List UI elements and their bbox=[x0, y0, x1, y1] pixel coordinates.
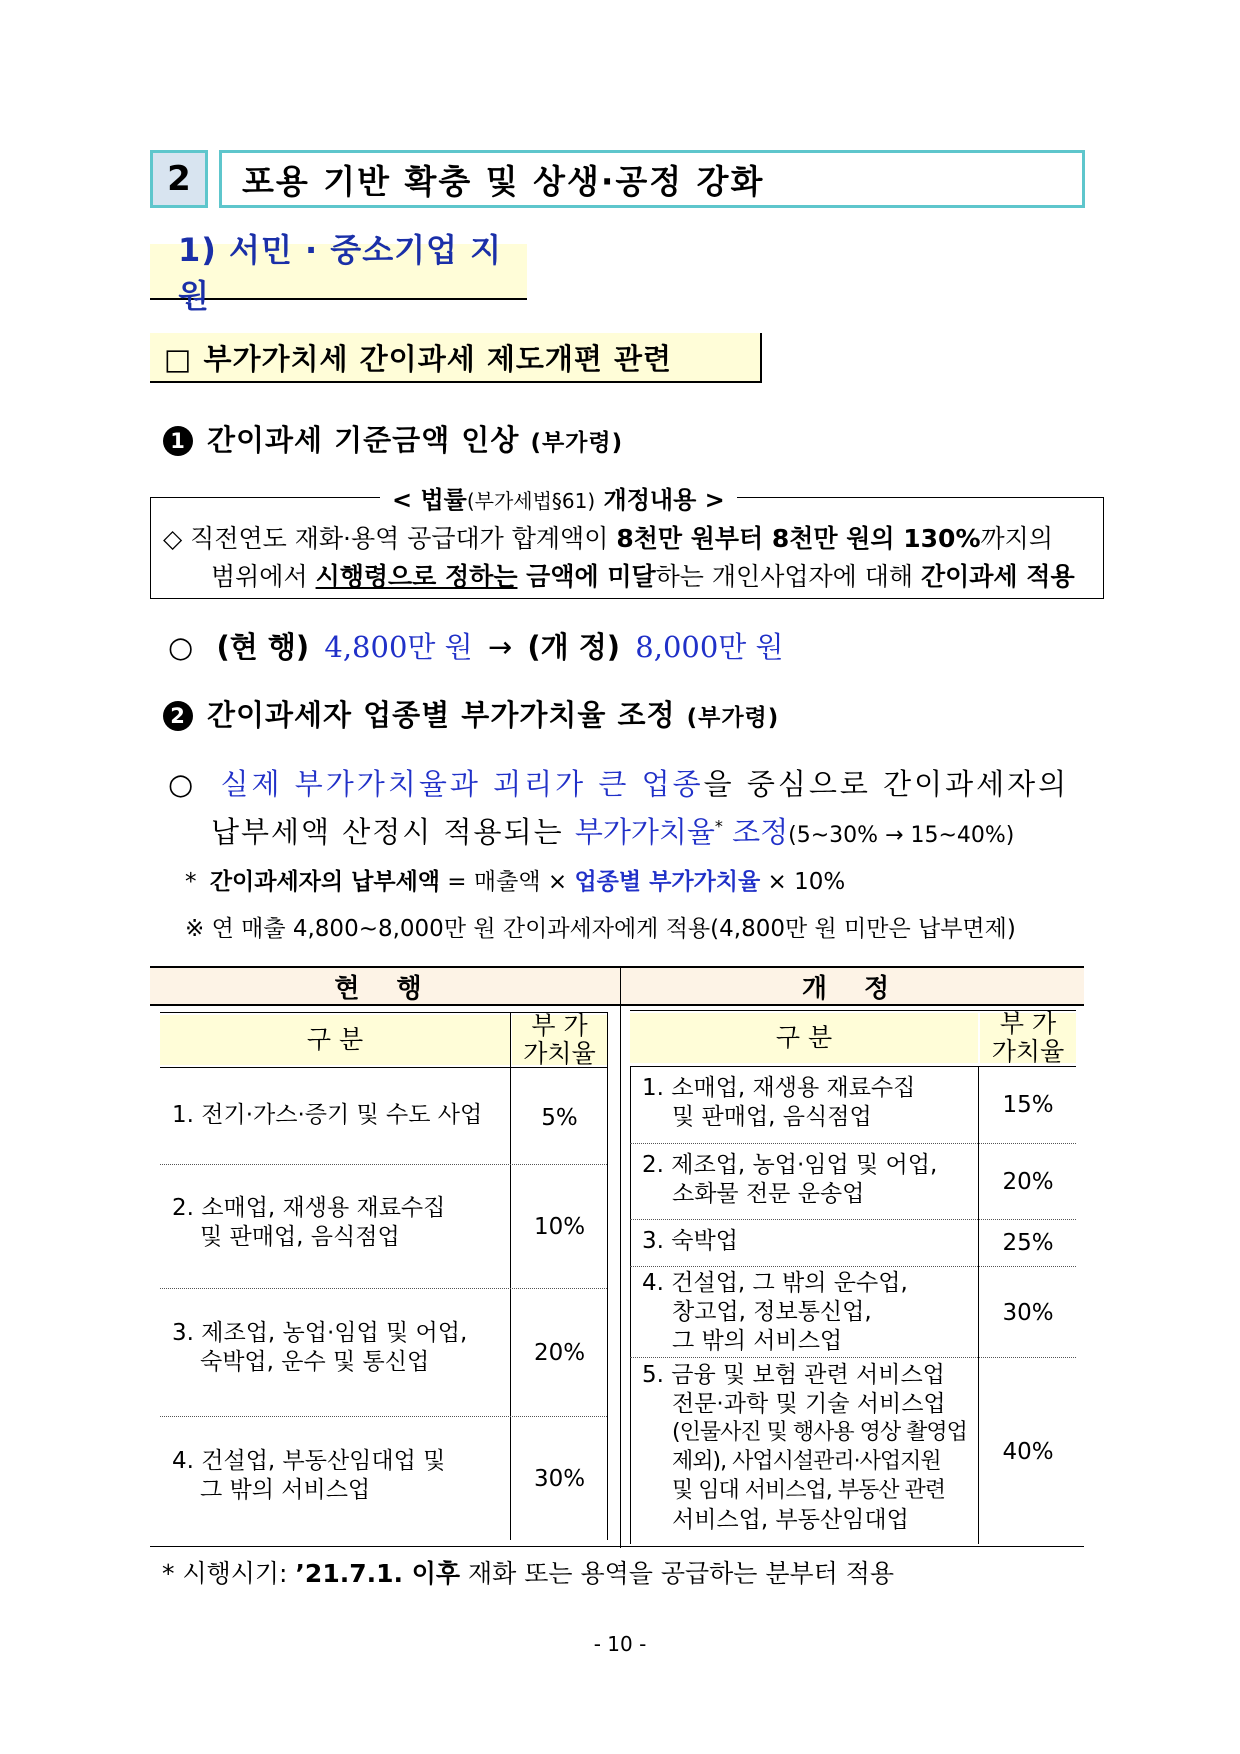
new-col-rate-2: 가치율 bbox=[991, 1037, 1065, 1066]
current-row-2-rate: 10% bbox=[533, 1214, 586, 1240]
change1-current-label: (현 행) bbox=[216, 630, 310, 664]
new-row-4-rate: 30% bbox=[1002, 1300, 1054, 1326]
new-row-5-rate: 40% bbox=[1002, 1438, 1054, 1465]
law-caption bbox=[380, 480, 737, 515]
subsection-title: 1) 서민 · 중소기업 지원 bbox=[150, 244, 527, 300]
topic-title: □ 부가가치세 간이과세 제도개편 관련 bbox=[150, 333, 762, 383]
law-line2-b: 시행령으로 정하는 bbox=[315, 562, 518, 591]
item2-title: 간이과세자 업종별 부가가치율 조정 bbox=[207, 698, 676, 732]
new-row-divider-2 bbox=[630, 1219, 1076, 1220]
current-col-divider bbox=[510, 1012, 511, 1540]
note1-star: * bbox=[185, 869, 197, 895]
law-caption-a: < 법률 bbox=[392, 486, 467, 514]
law-line1-c: 까지의 bbox=[980, 524, 1053, 553]
current-header-bottom-line bbox=[160, 1067, 607, 1068]
new-col-divider bbox=[978, 1066, 979, 1544]
new-left-border bbox=[630, 1066, 631, 1544]
section-title: 포용 기반 확충 및 상생·공정 강화 bbox=[219, 150, 1085, 208]
item1-ref: (부가령) bbox=[530, 430, 624, 456]
new-row-3-rate: 25% bbox=[1002, 1230, 1054, 1256]
current-row-2-label-1: 2. 소매업, 재생용 재료수집 bbox=[172, 1195, 446, 1221]
change2-line2-blue: 부가가치율 bbox=[574, 815, 715, 849]
change2-line2-tail: (5~30% → 15~40%) bbox=[788, 823, 1015, 848]
note1-c: 업종별 부가가치율 bbox=[574, 869, 761, 895]
table-middle-divider bbox=[620, 1006, 621, 1548]
table-bottom-line bbox=[150, 1546, 1084, 1547]
current-row-4-rate: 30% bbox=[533, 1466, 586, 1492]
item1-title: 간이과세 기준금액 인상 bbox=[207, 423, 520, 457]
change1-line bbox=[168, 625, 784, 666]
new-row-1-label-1: 1. 소매업, 재생용 재료수집 bbox=[642, 1075, 916, 1101]
new-row-5-label-3: (인물사진 및 행사용 영상 촬영업 bbox=[672, 1420, 967, 1445]
change1-new-value: 8,000만 원 bbox=[635, 630, 784, 664]
current-row-divider-2 bbox=[160, 1288, 607, 1289]
current-row-3-label-1: 3. 제조업, 농업·임업 및 어업, bbox=[172, 1320, 468, 1346]
new-row-5-label-1: 5. 금융 및 보험 관련 서비스업 bbox=[642, 1362, 945, 1388]
new-row-1-label-2: 및 판매업, 음식점업 bbox=[672, 1104, 872, 1130]
footer-a: * 시행시기: bbox=[162, 1559, 296, 1588]
note1-a: 간이과세자의 납부세액 bbox=[209, 869, 440, 895]
current-row-4-label-2: 그 밖의 서비스업 bbox=[200, 1477, 371, 1503]
current-row-3-rate: 20% bbox=[533, 1340, 586, 1366]
current-row-1-label: 1. 전기·가스·증기 및 수도 사업 bbox=[172, 1102, 483, 1128]
new-col-category: 구 분 bbox=[630, 1013, 978, 1063]
change1-arrow: → bbox=[487, 630, 513, 664]
law-caption-c: 개정내용 > bbox=[595, 486, 725, 514]
law-line1-a: ◇ 직전연도 재화·용역 공급대가 합계액이 bbox=[163, 524, 617, 553]
change2-line2-blue2: 조정 bbox=[722, 815, 789, 849]
change2-line2-a: 납부세액 산정시 적용되는 bbox=[211, 815, 575, 849]
new-row-divider-3 bbox=[630, 1266, 1076, 1267]
change2-line-2 bbox=[211, 810, 1014, 851]
law-line-1 bbox=[163, 519, 1053, 555]
new-row-2-label-1: 2. 제조업, 농업·임업 및 어업, bbox=[642, 1152, 938, 1178]
new-row-4-label-3: 그 밖의 서비스업 bbox=[672, 1328, 843, 1354]
law-line-2 bbox=[211, 557, 1075, 593]
table-new-header: 개 정 bbox=[620, 966, 1084, 1006]
current-row-2-label-2: 및 판매업, 음식점업 bbox=[200, 1224, 400, 1250]
new-col-rate bbox=[980, 1009, 1076, 1066]
law-line2-d: 하는 개인사업자에 대해 bbox=[655, 562, 921, 591]
new-row-2-label-2: 소화물 전문 운송업 bbox=[672, 1181, 865, 1207]
new-row-divider-4 bbox=[630, 1357, 1076, 1358]
footer-date: ’21.7.1. 이후 bbox=[295, 1559, 460, 1588]
item2-ref: (부가령) bbox=[686, 705, 780, 731]
item2-heading bbox=[163, 693, 779, 734]
current-row-divider-3 bbox=[160, 1416, 607, 1417]
item2-marker: 2 bbox=[163, 701, 193, 731]
new-row-1-rate: 15% bbox=[1002, 1092, 1054, 1118]
change2-bullet: ○ bbox=[168, 767, 194, 801]
current-row-1-rate: 5% bbox=[541, 1104, 578, 1131]
law-caption-ref: (부가세법§61) bbox=[466, 489, 596, 513]
current-col-category: 구 분 bbox=[160, 1015, 510, 1065]
current-col-rate-1: 부 가 bbox=[531, 1011, 588, 1040]
item1-marker: 1 bbox=[163, 426, 193, 456]
page-number: - 10 - bbox=[593, 1632, 647, 1656]
change2-line1-rest: 을 중심으로 간이과세자의 bbox=[703, 767, 1070, 801]
law-line2-e: 간이과세 적용 bbox=[920, 562, 1075, 591]
change2-line-1 bbox=[168, 762, 1069, 803]
new-row-5-label-6: 서비스업, 부동산임대업 bbox=[672, 1507, 909, 1533]
note-tax-formula bbox=[185, 863, 845, 896]
new-row-4-label-1: 4. 건설업, 그 밖의 운수업, bbox=[642, 1270, 908, 1296]
footer-c: 재화 또는 용역을 공급하는 분부터 적용 bbox=[460, 1559, 895, 1588]
note-applicability: ※ 연 매출 4,800~8,000만 원 간이과세자에게 적용(4,800만 원 미만은 납부면제) bbox=[185, 916, 1016, 942]
new-header-bottom-line bbox=[630, 1066, 1076, 1067]
change1-current-value: 4,800만 원 bbox=[324, 630, 473, 664]
new-row-5-label-5: 및 임대 서비스업, 부동산 관련 bbox=[672, 1478, 945, 1503]
change1-new-label: (개 정) bbox=[527, 630, 621, 664]
current-row-divider-1 bbox=[160, 1164, 607, 1165]
change1-bullet: ○ bbox=[168, 630, 194, 664]
current-right-border bbox=[607, 1012, 608, 1540]
new-row-5-label-4: 제외), 사업시설관리·사업지원 bbox=[672, 1449, 941, 1474]
new-row-5-label-2: 전문·과학 및 기술 서비스업 bbox=[672, 1391, 946, 1417]
law-line1-b: 8천만 원부터 8천만 원의 130% bbox=[616, 524, 981, 553]
note1-b: = 매출액 × bbox=[440, 869, 575, 895]
current-col-rate bbox=[512, 1011, 607, 1068]
new-row-2-rate: 20% bbox=[1002, 1169, 1054, 1195]
item1-heading bbox=[163, 418, 623, 459]
new-col-rate-1: 부 가 bbox=[999, 1009, 1057, 1038]
law-line2-c: 금액에 미달 bbox=[517, 562, 656, 591]
change2-line1-blue: 실제 부가가치율과 괴리가 큰 업종 bbox=[220, 767, 704, 801]
current-row-4-label-1: 4. 건설업, 부동산임대업 및 bbox=[172, 1448, 446, 1474]
current-col-rate-2: 가치율 bbox=[523, 1039, 596, 1068]
note1-d: × 10% bbox=[760, 869, 846, 895]
effective-date-note bbox=[162, 1554, 894, 1590]
new-row-divider-1 bbox=[630, 1143, 1076, 1144]
table-current-header: 현 행 bbox=[150, 966, 620, 1006]
law-line2-a: 범위에서 bbox=[211, 562, 316, 591]
change2-line2-sup: * bbox=[714, 816, 723, 836]
new-row-4-label-2: 창고업, 정보통신업, bbox=[672, 1299, 872, 1325]
new-row-3-label: 3. 숙박업 bbox=[642, 1228, 738, 1254]
section-number: 2 bbox=[150, 150, 208, 208]
current-row-3-label-2: 숙박업, 운수 및 통신업 bbox=[200, 1349, 430, 1375]
